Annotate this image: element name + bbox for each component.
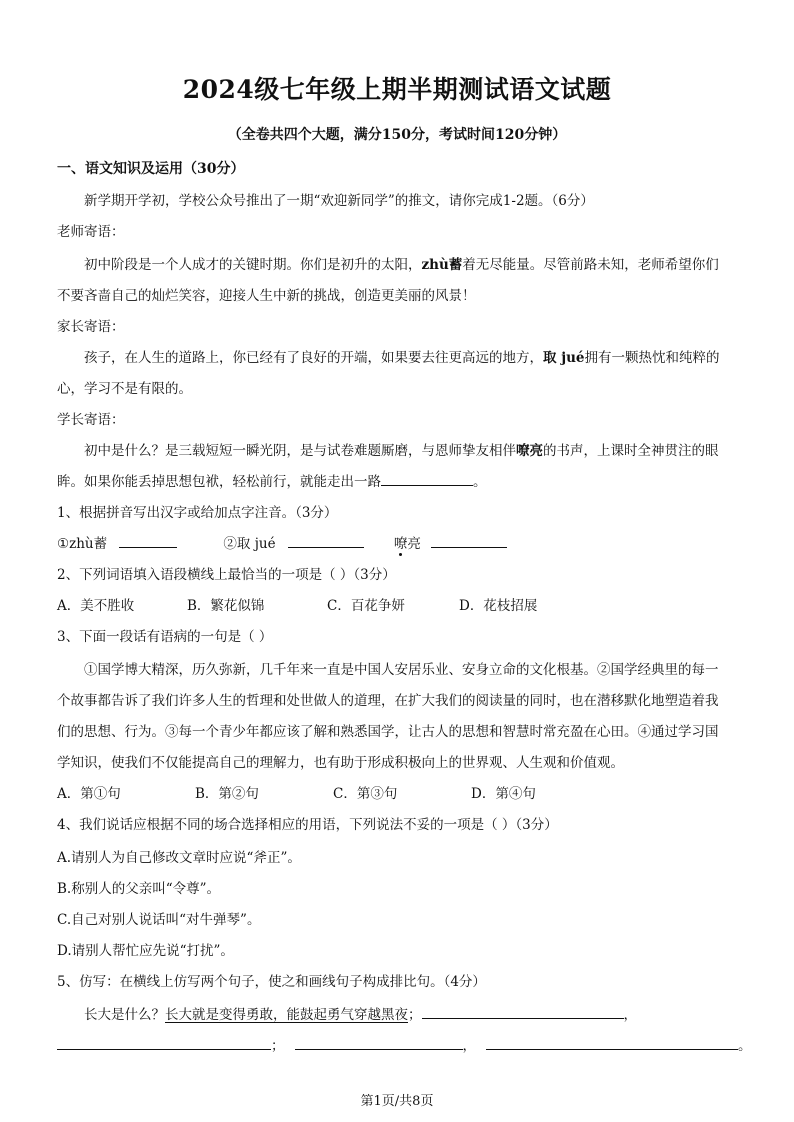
answer-blank-3[interactable] [431,535,507,548]
q1-stem: 1、根据拼音写出汉字或给加点字注音。（3分） [57,505,338,521]
q4-stem: 4、我们说话应根据不同的场合选择相应的用语，下列说法不妥的一项是（ ）（3分） [57,817,558,833]
pinyin-zhu: zhù蓄 [421,257,463,273]
q3-passage-4: 学知识，使我们不仅能提高自己的理解力，也有助于形成积极向上的世界观、人生观和价值观。 [57,755,624,771]
q2-option-b[interactable]: B．繁花似锦 [187,598,265,614]
underlined-sentence: 长大就是变得勇敢，能鼓起勇气穿越黑夜 [165,1007,408,1023]
q3-options [57,782,741,802]
q3-option-c[interactable]: C．第③句 [333,786,398,802]
senior-line-2: 眸。如果你能丢掉思想包袱，轻松前行，就能走出一路 。 [57,474,487,490]
senior-line-1: 初中是什么？是三载短短一瞬光阴，是与试卷难题厮磨，与恩师挚友相伴嘹亮的书声，上课时全神贯注的眼 [84,443,719,459]
parent-line-1: 孩子，在人生的道路上，你已经有了良好的开端，如果要去往更高远的地方，取 jué拥有一颗热忱和纯粹的 [84,350,720,366]
q3-option-d[interactable]: D．第④句 [471,786,536,802]
q3-passage-2: 个故事都告诉了我们许多人生的哲理和处世做人的道理，在扩大我们的阅读量的同时，也在潜移默化地塑造着我 [57,693,719,709]
section-heading: 一、语文知识及运用（30分） [57,161,245,177]
answer-blank-1[interactable] [119,535,177,548]
teacher-line-2: 不要吝啬自己的灿烂笑容，迎接人生中新的挑战，创造更美丽的风景！ [57,288,476,304]
q2-option-c[interactable]: C．百花争妍 [327,598,405,614]
parent-label: 家长寄语： [57,319,125,335]
teacher-line-1: 初中阶段是一个人成才的关键时期。你们是初升的太阳，zhù蓄着无尽能量。尽管前路未知，老师希望你们 [84,257,719,273]
q5-line-1: 长大是什么？长大就是变得勇敢，能鼓起勇气穿越黑夜； ， [84,1007,637,1023]
teacher-label: 老师寄语： [57,224,125,240]
q2-options [57,594,741,614]
q5-stem: 5、仿写：在横线上仿写两个句子，使之和画线句子构成排比句。（4分） [57,974,486,990]
imitation-blank-1[interactable] [422,1006,624,1019]
q2-stem: 2、下列词语填入语段横线上最恰当的一项是（ ）（3分） [57,567,396,583]
q4-option-b[interactable]: B.称别人的父亲叫“令尊”。 [57,881,221,897]
senior-label: 学长寄语： [57,412,125,428]
q3-option-a[interactable]: A．第①句 [57,786,121,802]
dotted-char: 嘹 [393,536,408,552]
q3-passage-1: ①国学博大精深，历久弥新，几千年来一直是中国人安居乐业、安身立命的文化根基。②国学经典里的每一 [84,662,719,678]
exam-subtitle: （全卷共四个大题，满分150分，考试时间120分钟） [227,127,567,143]
page-number: 第1页/共8页 [360,1094,434,1109]
imitation-blank-2[interactable] [57,1037,271,1050]
q3-passage-3: 们的思想、行为。③每一个青少年都应该了解和熟悉国学，让古人的思想和智慧时常充盈在心田。④通过学习国 [57,724,719,740]
q5-line-2: ； ， 。 [57,1034,741,1054]
q4-option-a[interactable]: A.请别人为自己修改文章时应说“斧正”。 [57,850,301,866]
q3-stem: 3、下面一段话有语病的一句是（ ） [57,629,273,645]
parent-line-2: 心，学习不是有限的。 [57,381,192,397]
q4-option-c[interactable]: C.自己对别人说话叫“对牛弹琴”。 [57,912,261,928]
intro-text: 新学期开学初，学校公众号推出了一期“欢迎新同学”的推文，请你完成1-2题。（6分） [84,193,594,209]
imitation-blank-4[interactable] [486,1037,738,1050]
q1-answers: ①zhù蓄 ②取 jué 嘹亮 [57,532,741,552]
q3-option-b[interactable]: B．第②句 [195,786,259,802]
q2-option-d[interactable]: D．花枝招展 [459,598,538,614]
fill-blank[interactable] [381,473,473,486]
q2-option-a[interactable]: A．美不胜收 [57,598,135,614]
answer-blank-2[interactable] [288,535,364,548]
pinyin-jue: 取 jué [543,350,585,366]
dotted-word-liaoliang: 嘹亮 [516,443,543,459]
imitation-blank-3[interactable] [295,1037,463,1050]
exam-title: 2024级七年级上期半期测试语文试题 [182,75,612,104]
q4-option-d[interactable]: D.请别人帮忙应先说“打扰”。 [57,943,234,959]
